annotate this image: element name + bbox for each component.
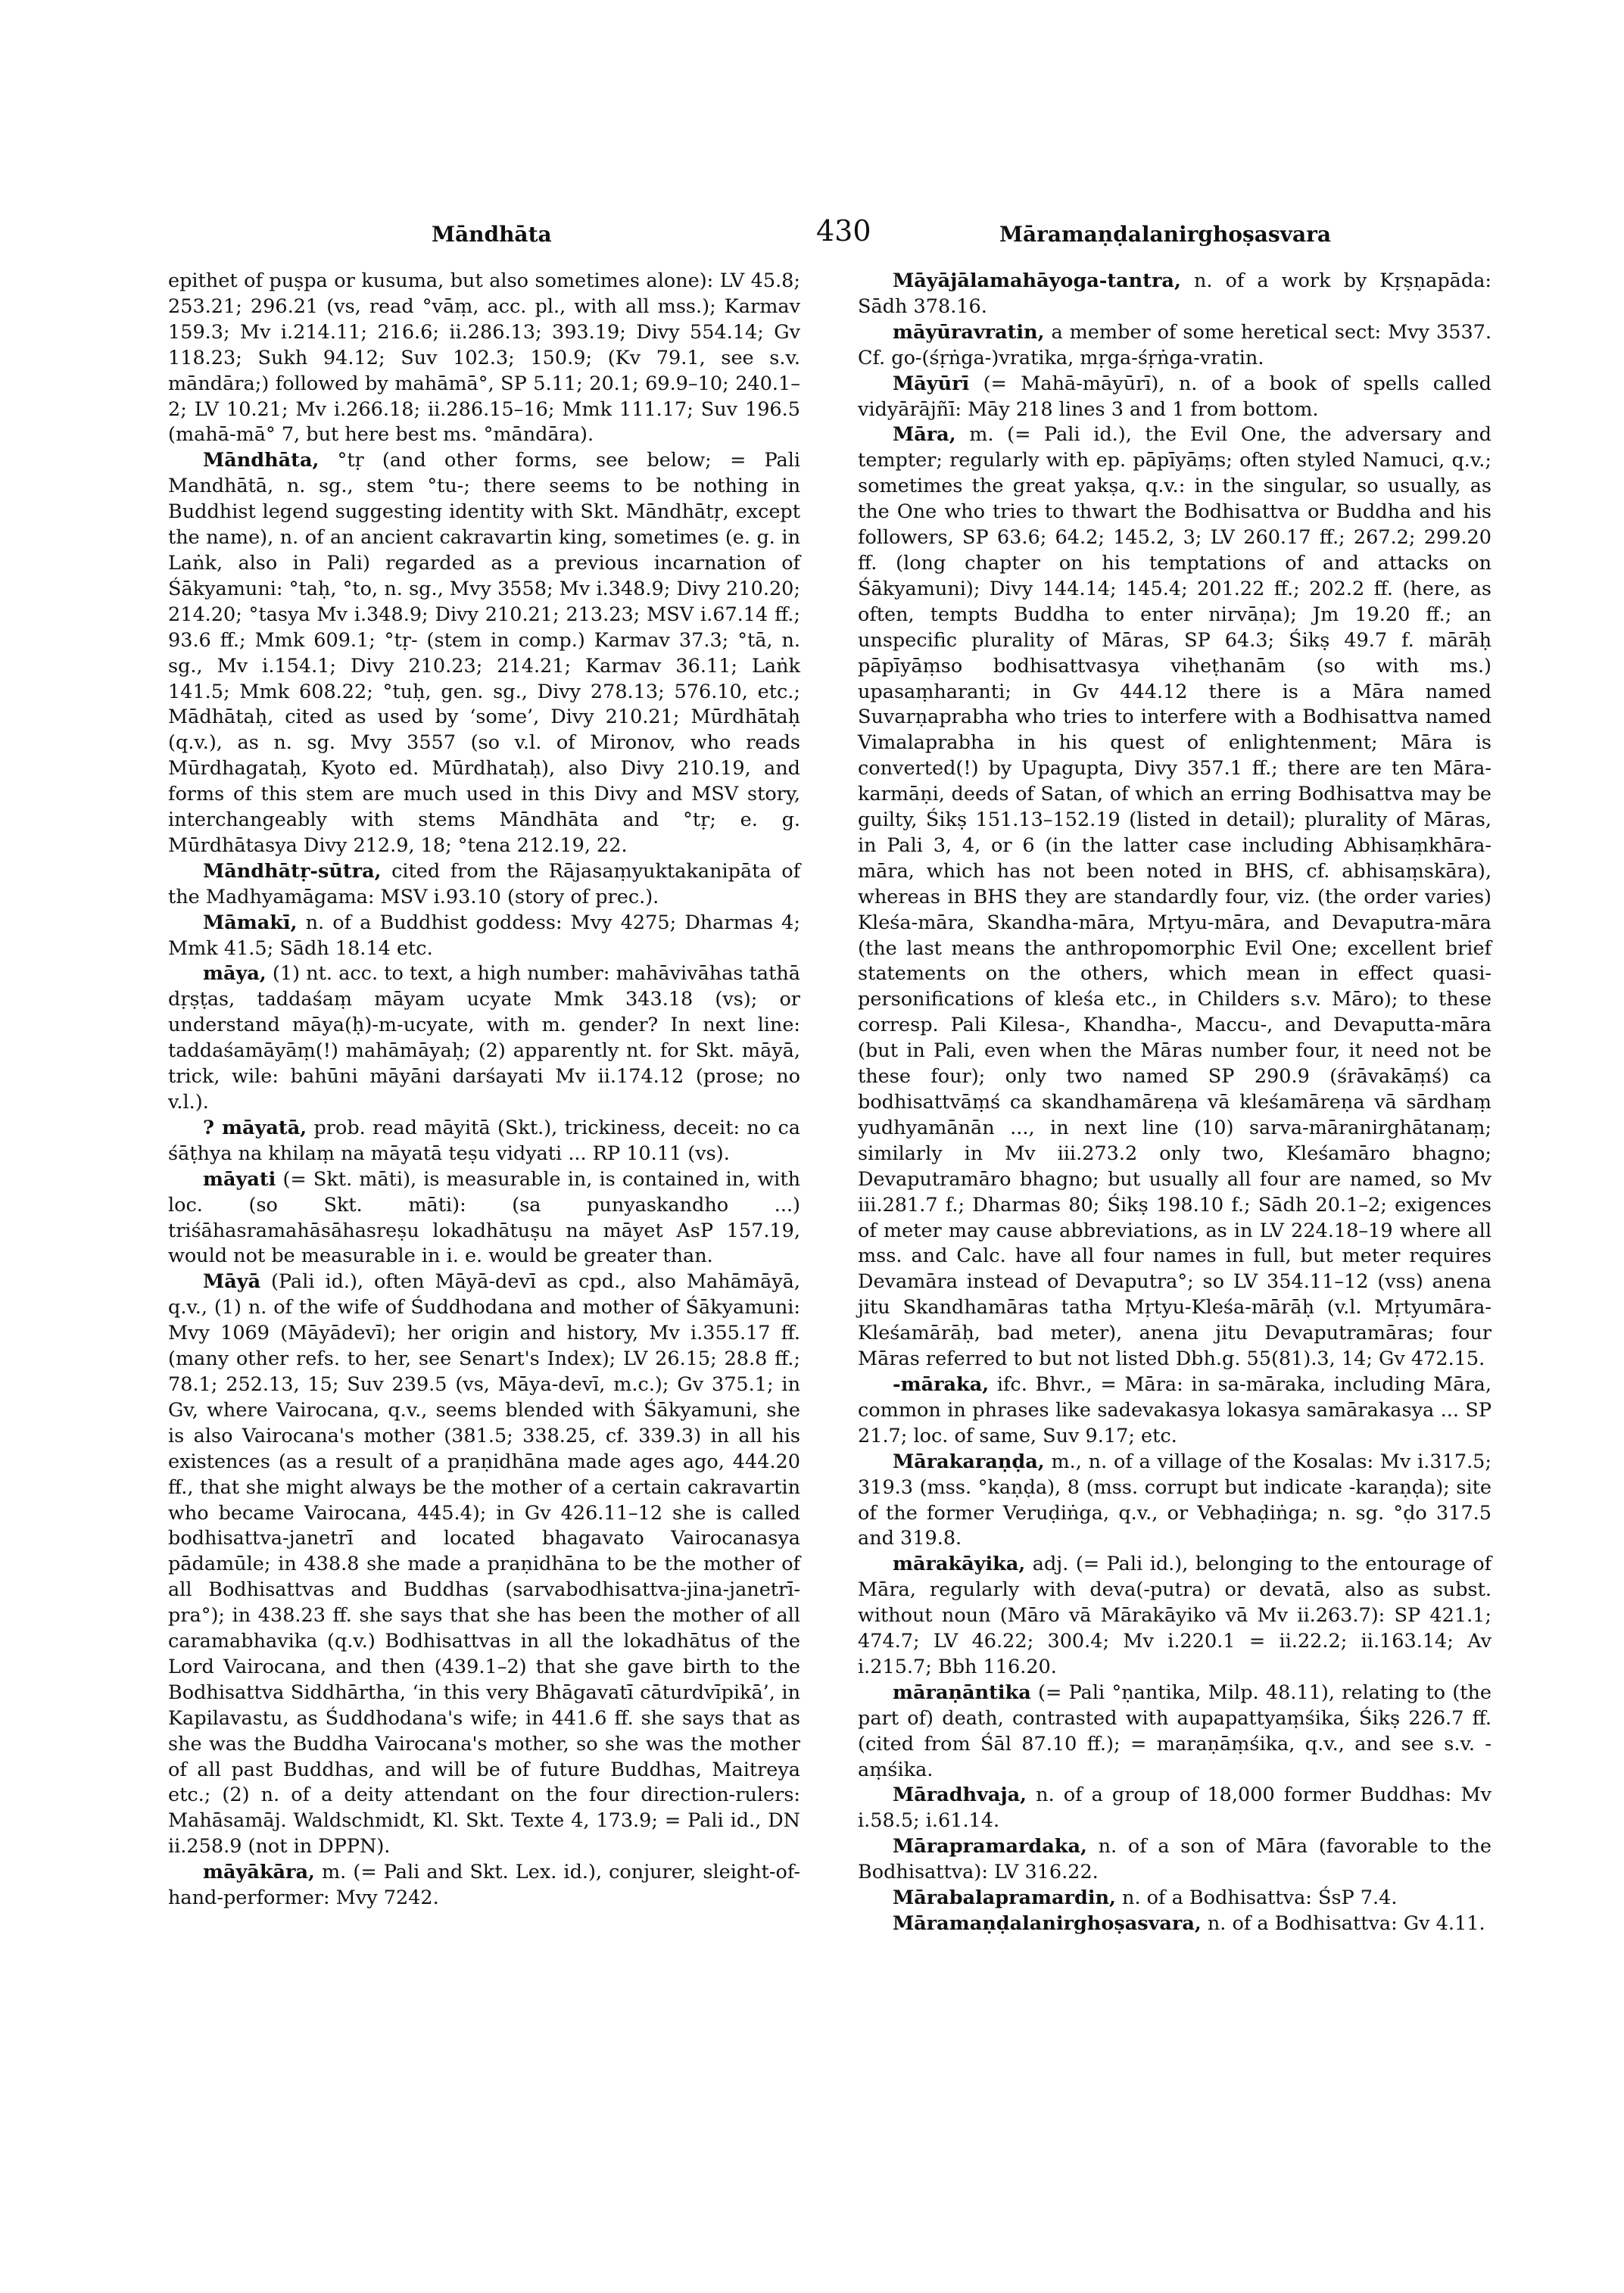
headword: Māmakī, <box>203 911 298 934</box>
headword: Mārakaraṇḍa, <box>893 1450 1045 1473</box>
page-number: 430 <box>816 214 871 248</box>
dictionary-entry: Māndhātṛ-sūtra, cited from the Rājasaṃyuktakanipāta of the Madhyamāgama: MSV i.93.10 (story of prec.). <box>168 859 801 908</box>
dictionary-entry: ? māyatā, prob. read māyitā (Skt.), trickiness, deceit: no ca śāṭhya na khilaṃ na māyatā teṣu vidyati ... RP 10.11 (vs). <box>168 1116 801 1165</box>
dictionary-entry: Māradhvaja, n. of a group of 18,000 former Buddhas: Mv i.58.5; i.61.14. <box>858 1784 1492 1833</box>
headword: mārakāyika, <box>893 1553 1026 1576</box>
left-guide-word: Māndhāta <box>432 222 552 247</box>
headword: ? māyatā, <box>203 1116 307 1139</box>
dictionary-entry: Māndhāta, °tṛ (and other forms, see below; = Pali Mandhātā, n. sg., stem °tu-; there seems to be nothing in Buddhist legend suggesting identity with Skt. Māndhātṛ, except the name), n. of an ancient cakravartin king, sometimes (e. g. in Laṅk, also in Pali) regarded as a previous incarnation of Śākyamuni: °taḥ, °to, n. sg., Mvy 3558; Mv i.348.9; Divy 210.20; 214.20; °tasya Mv i.348.9; Divy 210.21; 213.23; MSV i.67.14 ff.; 93.6 ff.; Mmk 609.1; °tṛ- (stem in comp.) Karmav 37.3; °tā, n. sg., Mv i.154.1; Divy 210.23; 214.21; Karmav 36.11; Laṅk 141.5; Mmk 608.22; °tuḥ, gen. sg., Divy 278.13; 576.10, etc.; Mādhātaḥ, cited as used by ‘some’, Divy 210.21; Mūrdhātaḥ (q.v.), as n. sg. Mvy 3557 (so v.l. of Mironov, who reads Mūrdhagataḥ, Kyoto ed. Mūrdhataḥ), also Divy 210.19, and forms of this stem are much used in this Divy and MSV story, interchangeably with stems Māndhāta and °tṛ; e. g. Mūrdhātasya Divy 212.9, 18; °tena 212.19, 22. <box>168 449 801 857</box>
headword: māya, <box>203 962 267 986</box>
right-guide-word: Māramaṇḍalanirghoṣasvara <box>999 222 1331 247</box>
headword: Mārabalapramardin, <box>893 1886 1116 1910</box>
dictionary-entry: māyākāra, m. (= Pali and Skt. Lex. id.), conjurer, sleight-of-hand-performer: Mvy 7242. <box>168 1861 801 1910</box>
headword: Māyājālamahāyoga-tantra, <box>893 269 1181 292</box>
headword: Māyūrī <box>893 372 970 395</box>
headword: Māra, <box>893 423 956 447</box>
dictionary-entry: Māyūrī (= Mahā-māyūrī), n. of a book of spells called vidyārājñī: Māy 218 lines 3 and 1 from bottom. <box>858 372 1492 421</box>
right-column <box>858 269 1492 1937</box>
dictionary-entry: Māramaṇḍalanirghoṣasvara, n. of a Bodhisattva: Gv 4.11. <box>893 1912 1485 1935</box>
headword: Māramaṇḍalanirghoṣasvara, <box>893 1912 1202 1935</box>
running-header <box>170 214 1492 260</box>
left-column <box>168 269 800 1911</box>
headword: Māndhāta, <box>203 449 320 472</box>
dictionary-entry: māraṇāntika (= Pali °ṇantika, Milp. 48.11), relating to (the part of) death, contrasted with aupapattyaṃśika, Śikṣ 226.7 ff. (cited from Śāl 87.10 ff.); = maraṇāṃśika, q.v., and see s.v. -aṃśika. <box>858 1681 1492 1781</box>
headword: māyākāra, <box>203 1861 315 1884</box>
dictionary-entry: -māraka, ifc. Bhvr., = Māra: in sa-māraka, including Māra, common in phrases like sadevakasya lokasya samārakasya ... SP 21.7; loc. of same, Suv 9.17; etc. <box>858 1372 1492 1447</box>
headword: māraṇāntika <box>893 1681 1031 1704</box>
headword: Māradhvaja, <box>893 1784 1027 1807</box>
dictionary-entry: Mārakaraṇḍa, m., n. of a village of the Kosalas: Mv i.317.5; 319.3 (mss. °kaṇḍa), 8 (mss. corrupt but indicate -karaṇḍa); site of the former Veruḍiṅga, q.v., or Vebhaḍiṅga; n. sg. °ḍo 317.5 and 319.8. <box>858 1450 1492 1550</box>
headword: Māyā <box>203 1270 261 1294</box>
dictionary-entry: epithet of puṣpa or kusuma, but also sometimes alone): LV 45.8; 253.21; 296.21 (vs, read °vāṃ, acc. pl., with all mss.); Karmav 159.3; Mv i.214.11; 216.6; ii.286.13; 393.19; Divy 554.14; Gv 118.23; Sukh 94.12; Suv 102.3; 150.9; (Kv 79.1, see s.v. māndāra;) followed by mahāmā°, SP 5.11; 20.1; 69.9–10; 240.1–2; LV 10.21; Mv i.266.18; ii.286.15–16; Mmk 111.17; Suv 196.5 (mahā-mā° 7, but here best ms. °māndāra). <box>168 269 800 447</box>
dictionary-entry: Mārabalapramardin, n. of a Bodhisattva: ŚsP 7.4. <box>893 1886 1398 1910</box>
dictionary-entry: Māyā (Pali id.), often Māyā-devī as cpd., also Mahāmāyā, q.v., (1) n. of the wife of Śuddhodana and mother of Śākyamuni: Mvy 1069 (Māyādevī); her origin and history, Mv i.355.17 ff. (many other refs. to her, see Senart's Index); LV 26.15; 28.8 ff.; 78.1; 252.13, 15; Suv 239.5 (vs, Māya-devī, m.c.); Gv 375.1; in Gv, where Vairocana, q.v., seems blended with Śākyamuni, she is also Vairocana's mother (381.5; 338.25, cf. 339.3) in all his existences (as a result of a praṇidhāna made ages ago, 444.20 ff., that she might always be the mother of a certain cakravartin who became Vairocana, 445.4); in Gv 426.11–12 she is called bodhisattva-janetrī and located bhagavato Vairocanasya pādamūle; in 438.8 she made a praṇidhāna to be the mother of all Bodhisattvas and Buddhas (sarvabodhisattva-jina-janetrī-pra°); in 438.23 ff. she says that she has been the mother of all caramabhavika (q.v.) Bodhisattvas in all the lokadhātus of the Lord Vairocana, and then (439.1–2) that she gave birth to the Bodhisattva Siddhārtha, ‘in this very Bhāgavatī cāturdvīpikā’, in Kapilavastu, as Śuddhodana's wife; in 441.6 ff. she says that as she was the Buddha Vairocana's mother, so she was the mother of all past Buddhas, and will be of future Buddhas, Maitreya etc.; (2) n. of a deity attendant on the four direction-rulers: Mahāsamāj. Waldschmidt, Kl. Skt. Texte 4, 173.9; = Pali id., DN ii.258.9 (not in DPPN). <box>168 1270 800 1858</box>
dictionary-entry: māya, (1) nt. acc. to text, a high number: mahāvivāhas tathā dṛṣṭas, taddaśaṃ māyam ucyate Mmk 343.18 (vs); or understand māya(ḥ)-m-ucyate, with m. gender? In next line: taddaśamāyāṃ(!) mahāmāyaḥ; (2) apparently nt. for Skt. māyā, trick, wile: bahūni māyāni darśayati Mv ii.174.12 (prose; no v.l.). <box>168 962 800 1114</box>
dictionary-entry: mārakāyika, adj. (= Pali id.), belonging to the entourage of Māra, regularly with deva(-putra) or devatā, also as subst. without noun (Māro vā Mārakāyiko vā Mv ii.263.7): SP 421.1; 474.7; LV 46.22; 300.4; Mv i.220.1 = ii.22.2; ii.163.14; Av i.215.7; Bbh 116.20. <box>858 1553 1492 1678</box>
dictionary-entry: Māra, m. (= Pali id.), the Evil One, the adversary and tempter; regularly with ep. pāpīyāṃs; often styled Namuci, q.v.; sometimes the great yakṣa, q.v.: in the singular, so usually, as the One who tries to thwart the Bodhisattva or Buddha and his followers, SP 63.6; 64.2; 145.2, 3; LV 260.17 ff.; 267.2; 299.20 ff. (long chapter on his temptations of and attacks on Śākyamuni); Divy 144.14; 145.4; 201.22 ff.; 202.2 ff. (here, as often, tempts Buddha to enter nirvāṇa); Jm 19.20 ff.; an unspecific plurality of Māras, SP 64.3; Śikṣ 49.7 f. mārāḥ pāpīyāṃso bodhisattvasya viheṭhanām (so with ms.) upasaṃharanti; in Gv 444.12 there is a Māra named Suvarṇaprabha who tries to interfere with a Bodhisattva named Vimalaprabha in his quest of enlightenment; Māra is converted(!) by Upagupta, Divy 357.1 ff.; there are ten Māra-karmāṇi, deeds of Satan, of which an erring Bodhisattva may be guilty, Śikṣ 151.13–152.19 (listed in detail); plurality of Māras, in Pali 3, 4, or 6 (in the latter case including Abhisaṃkhāra-māra, which has not been noted in BHS, cf. abhisaṃskāra), whereas in BHS they are standardly four, viz. (the order varies) Kleśa-māra, Skandha-māra, Mṛtyu-māra, and Devaputra-māra (the last means the anthropomorphic Evil One; excellent brief statements on the others, which mean in effect quasi-personifications of kleśa etc., in Childers s.v. Māro); to these corresp. Pali Kilesa-, Khandha-, Maccu-, and Devaputta-māra (but in Pali, even when the Māras number four, it need not be these four); only two named SP 290.9 (śrāvakāṃś) ca bodhisattvāṃś ca skandhamāreṇa vā kleśamāreṇa vā sārdhaṃ yudhyamānān ..., in next line (10) sarva-māranirghātanaṃ; similarly in Mv iii.273.2 only two, Kleśamāro bhagno; Devaputramāro bhagno; but usually all four are named, so Mv iii.281.7 f.; Dharmas 80; Śikṣ 198.10 f.; Sādh 20.1–2; exigences of meter may cause abbreviations, as in LV 224.18–19 where all mss. and Calc. have all four names in full, but meter requires Devamāra instead of Devaputra°; so LV 354.11–12 (vss) anena jitu Skandhamāras tatha Mṛtyu-Kleśa-mārāḥ (v.l. Mṛtyumāra-Kleśamārāḥ, bad meter), anena jitu Devaputramāras; four Māras referred to but not listed Dbh.g. 55(81).3, 14; Gv 472.15. <box>858 423 1492 1371</box>
dictionary-entry: Mārapramardaka, n. of a son of Māra (favorable to the Bodhisattva): LV 316.22. <box>858 1835 1492 1884</box>
headword: māyūravratin, <box>893 320 1045 344</box>
headword: Mārapramardaka, <box>893 1835 1087 1858</box>
headword: Māndhātṛ-sūtra, <box>203 859 382 883</box>
headword: -māraka, <box>893 1372 990 1396</box>
headword: māyati <box>203 1167 276 1191</box>
dictionary-entry: māyati (= Skt. māti), is measurable in, is contained in, with loc. (so Skt. māti): (sa punyaskandho ...) triśāhasramahāsāhasreṣu lokadhātuṣu na māyet AsP 157.19, would not be measurable in i. e. would be greater than. <box>168 1167 800 1268</box>
dictionary-entry: māyūravratin, a member of some heretical sect: Mvy 3537. Cf. go-(śṛṅga-)vratika, mṛga-śṛṅga-vratin. <box>858 320 1492 369</box>
dictionary-entry: Māyājālamahāyoga-tantra, n. of a work by Kṛṣṇapāda: Sādh 378.16. <box>858 269 1492 318</box>
dictionary-entry: Māmakī, n. of a Buddhist goddess: Mvy 4275; Dharmas 4; Mmk 41.5; Sādh 18.14 etc. <box>168 911 800 960</box>
